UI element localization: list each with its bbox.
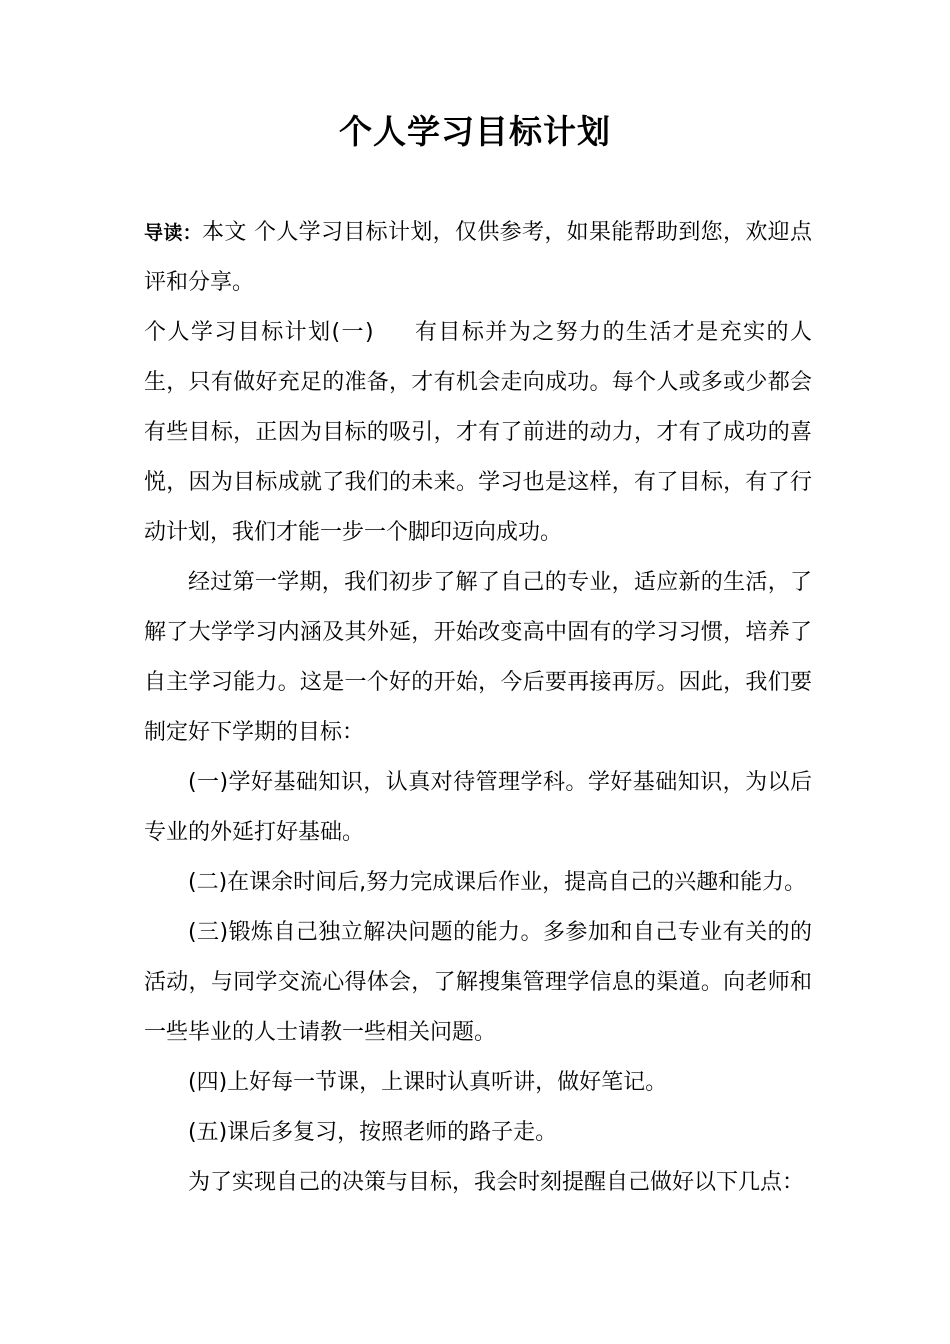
intro-paragraph xyxy=(144,208,812,308)
goal-item-4: (四)上好每一节课，上课时认真听讲，做好笔记。 xyxy=(188,1070,668,1095)
document-body xyxy=(144,208,812,1208)
paragraph: 经过第一学期，我们初步了解了自己的专业，适应新的生活，了解了大学学习内涵及其外延，开始改变高中固有的学习习惯，培养了自主学习能力。这是一个好的开始，今后要再接再厉。因此，我们要制定好下学期的目标： xyxy=(144,570,812,745)
goal-item-2: (二)在课余时间后,努力完成课后作业，提高自己的兴趣和能力。 xyxy=(188,870,807,895)
goal-item-1: (一)学好基础知识，认真对待管理学科。学好基础知识，为以后专业的外延打好基础。 xyxy=(144,770,812,845)
goal-item-3: (三)锻炼自己独立解决问题的能力。多参加和自己专业有关的的活动，与同学交流心得体会，了解搜集管理学信息的渠道。向老师和一些毕业的人士请教一些相关问题。 xyxy=(144,920,812,1045)
intro-text: 本文 个人学习目标计划，仅供参考，如果能帮助到您，欢迎点评和分享。 xyxy=(144,220,812,295)
goal-item-5: (五)课后多复习，按照老师的路子走。 xyxy=(188,1120,558,1145)
document-title: 个人学习目标计划 xyxy=(339,112,611,151)
first-paragraph xyxy=(144,308,812,558)
section-heading: 个人学习目标计划(一) xyxy=(144,320,374,345)
paragraph-text: 有目标并为之努力的生活才是充实的人生，只有做好充足的准备，才有机会走向成功。每个人或多或少都会有些目标，正因为目标的吸引，才有了前进的动力，才有了成功的喜悦，因为目标成就了我们的未来。学习也是这样，有了目标，有了行动计划，我们才能一步一个脚印迈向成功。 xyxy=(144,320,812,545)
paragraph: 为了实现自己的决策与目标，我会时刻提醒自己做好以下几点： xyxy=(188,1170,805,1195)
intro-label: 导读： xyxy=(144,222,202,244)
